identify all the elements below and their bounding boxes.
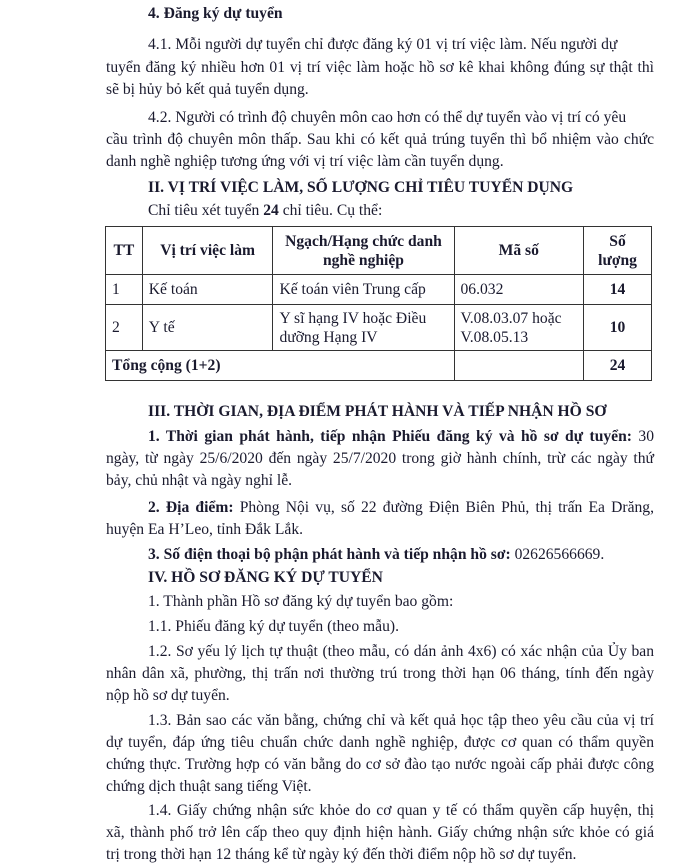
column-header-rank: Ngạch/Hạng chức danh nghề nghiệp xyxy=(273,227,454,275)
column-header-quantity: Số lượng xyxy=(584,227,652,275)
item-1-line xyxy=(148,427,654,447)
quota-intro-tail: chỉ tiêu. Cụ thể: xyxy=(278,202,383,219)
cell-rank: Kế toán viên Trung cấp xyxy=(273,275,454,305)
cell-tt: 2 xyxy=(106,305,143,351)
item-2-tail: Phòng Nội vụ, số 22 đường Điện Biên Phủ, thị trấn Ea Drăng, xyxy=(233,499,654,516)
list-item-1-4-line: 1.4. Giấy chứng nhận sức khỏe do cơ quan y tế có thẩm quyền cấp huyện, thị xyxy=(148,802,654,819)
cell-code: V.08.03.07 hoặc V.08.05.13 xyxy=(454,305,584,351)
item-2-label: 2. Địa điểm: xyxy=(148,499,234,516)
table-row xyxy=(106,275,652,305)
column-header-tt: TT xyxy=(106,227,143,275)
section-heading-thoi-gian: III. THỜI GIAN, ĐỊA ĐIỂM PHÁT HÀNH VÀ TIẾP NHẬN HỒ SƠ xyxy=(148,403,607,420)
paragraph-4-1-line: tuyển đăng ký nhiều hơn 01 vị trí việc làm hoặc hồ sơ kê khai không đúng sự thật thì xyxy=(106,59,654,76)
list-item-1-2-line: nộp hồ sơ dự tuyển. xyxy=(106,687,230,704)
item-1-line: bảy, chủ nhật và ngày nghỉ lễ. xyxy=(106,472,293,489)
paragraph-4-2-line: cầu trình độ chuyên môn thấp. Sau khi có kết quả trúng tuyển thì bổ nhiệm vào chức xyxy=(106,131,654,148)
table-header-row xyxy=(106,227,652,275)
quota-intro-text: Chỉ tiêu xét tuyển xyxy=(148,202,264,219)
cell-position: Y tế xyxy=(142,305,273,351)
quota-intro xyxy=(148,201,382,221)
section-heading-ho-so: IV. HỒ SƠ ĐĂNG KÝ DỰ TUYỂN xyxy=(148,569,383,586)
cell-total-value: 24 xyxy=(584,351,652,381)
list-item-1-3-line: chứng thực. Trường hợp có văn bằng do cơ sở đào tạo nước ngoài cấp phải được công xyxy=(106,756,654,773)
item-2-line xyxy=(148,498,654,518)
paragraph-4-1-line: sẽ bị hủy bỏ kết quả tuyển dụng. xyxy=(106,81,309,98)
cell-total-empty xyxy=(454,351,584,381)
cell-total-label: Tổng cộng (1+2) xyxy=(106,351,455,381)
paragraph-4-2-line: 4.2. Người có trình độ chuyên môn cao hơn có thể dự tuyển vào vị trí có yêu xyxy=(148,109,627,126)
cell-quantity: 14 xyxy=(584,275,652,305)
list-item-1-3-line: chứng dịch thuật sang tiếng Việt. xyxy=(106,778,312,795)
list-item: 1. Thành phần Hồ sơ đăng ký dự tuyển bao gồm: xyxy=(148,593,454,610)
cell-position: Kế toán xyxy=(142,275,273,305)
list-item-1-3-line: 1.3. Bản sao các văn bằng, chứng chỉ và kết quả học tập theo yêu cầu của vị trí xyxy=(148,712,654,729)
list-item-1-2-line: 1.2. Sơ yếu lý lịch tự thuật (theo mẫu, có dán ảnh 4x6) có xác nhận của Ủy ban xyxy=(148,643,654,660)
item-3-line xyxy=(148,545,604,565)
paragraph-4-2-line: danh nghề nghiệp tương ứng với vị trí việc làm cần tuyển dụng. xyxy=(106,153,504,170)
item-2-line: huyện Ea H’Leo, tỉnh Đắk Lắk. xyxy=(106,521,304,538)
column-header-position: Vị trí việc làm xyxy=(142,227,273,275)
table-total-row xyxy=(106,351,652,381)
paragraph-4-1-line: 4.1. Mỗi người dự tuyển chỉ được đăng ký 01 vị trí việc làm. Nếu người dự xyxy=(148,36,618,53)
cell-tt: 1 xyxy=(106,275,143,305)
item-3-label: 3. Số điện thoại bộ phận phát hành và tiếp nhận hồ sơ: xyxy=(148,546,511,563)
item-3-phone: 02626566669. xyxy=(510,546,605,563)
column-header-code: Mã số xyxy=(454,227,584,275)
list-item-1-4-line: trị trong thời hạn 12 tháng kể từ ngày ký đến thời điểm nộp hồ sơ dự tuyển. xyxy=(106,846,577,863)
section-heading-vi-tri: II. VỊ TRÍ VIỆC LÀM, SỐ LƯỢNG CHỈ TIÊU TUYỂN DỤNG xyxy=(148,179,574,196)
cell-rank: Y sĩ hạng IV hoặc Điều dưỡng Hạng IV xyxy=(273,305,454,351)
quota-total-number: 24 xyxy=(263,202,279,219)
list-item-1-4-line: xã, thành phố trở lên cấp theo quy định hiện hành. Giấy chứng nhận sức khỏe có giá xyxy=(106,824,654,841)
table-row xyxy=(106,305,652,351)
list-item-1-3-line: dự tuyển, đáp ứng tiêu chuẩn chức danh nghề nghiệp, được cơ quan có thẩm quyền xyxy=(106,734,654,751)
positions-table xyxy=(105,226,652,381)
section-heading-dang-ky: 4. Đăng ký dự tuyển xyxy=(148,5,283,22)
list-item: 1.1. Phiếu đăng ký dự tuyển (theo mẫu). xyxy=(148,618,399,635)
list-item-1-2-line: nhân dân xã, phường, thị trấn nơi thường trú trong thời hạn 06 tháng, tính đến ngày xyxy=(106,665,654,682)
item-1-tail: 30 xyxy=(631,428,655,445)
item-1-line: ngày, từ ngày 25/6/2020 đến ngày 25/7/2020 trong giờ hành chính, trừ các ngày thứ xyxy=(106,450,654,467)
cell-quantity: 10 xyxy=(584,305,652,351)
cell-code: 06.032 xyxy=(454,275,584,305)
item-1-label: 1. Thời gian phát hành, tiếp nhận Phiếu đăng ký và hồ sơ dự tuyển: xyxy=(148,428,632,445)
